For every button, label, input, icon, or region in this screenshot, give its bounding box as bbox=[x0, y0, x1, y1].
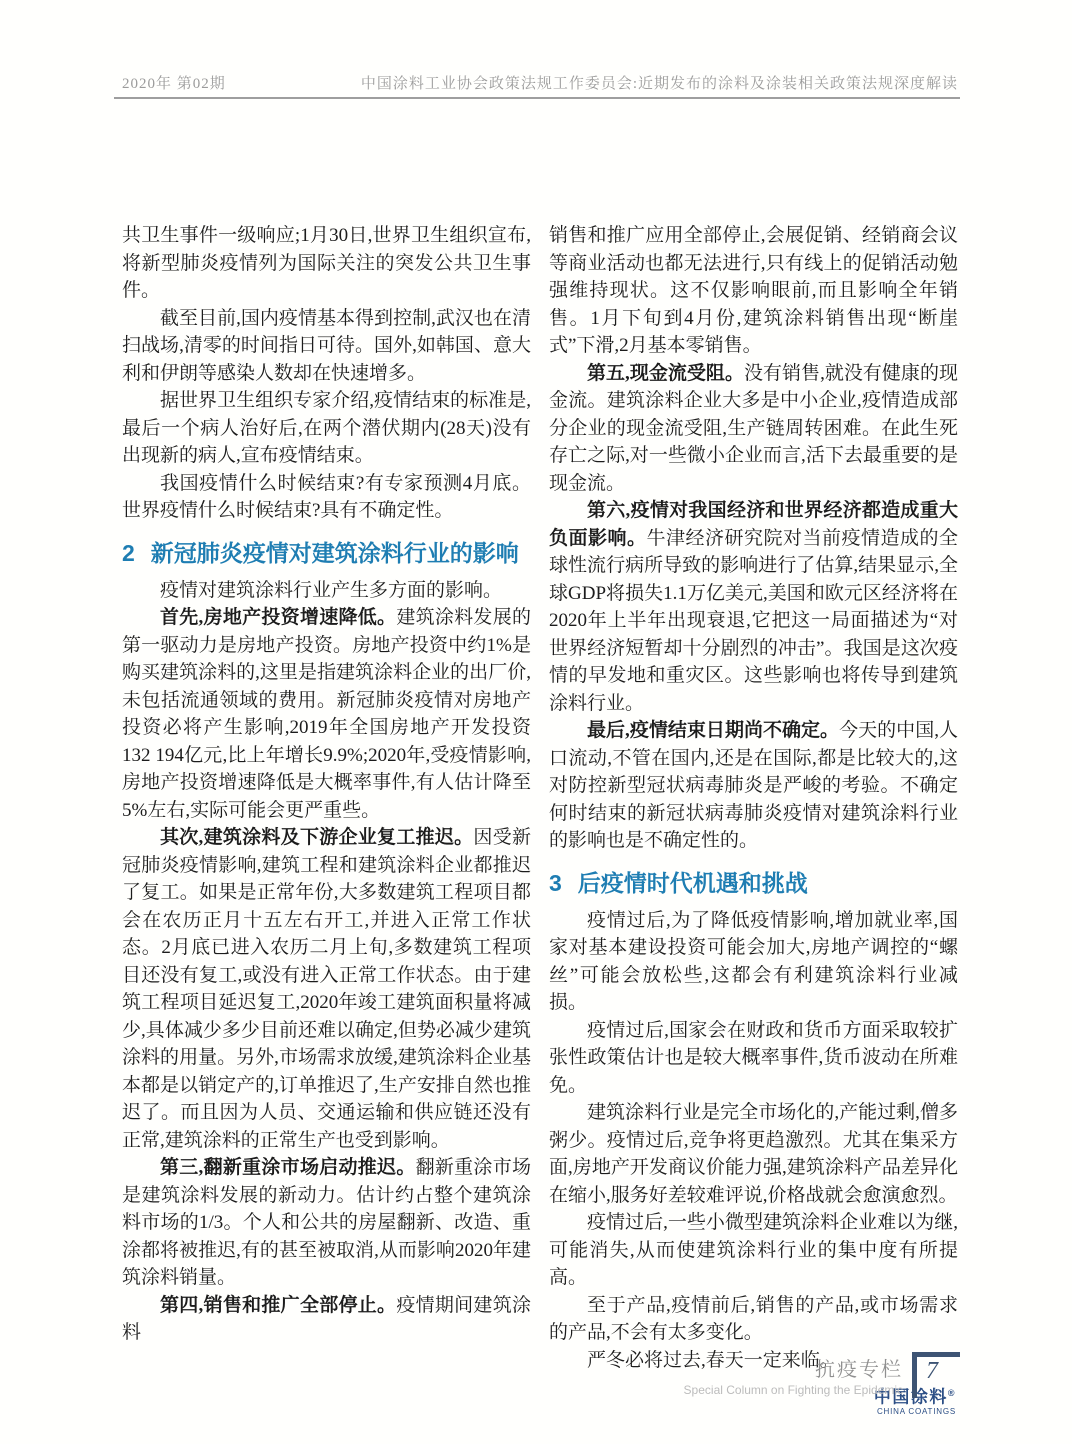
body-paragraph bbox=[122, 1292, 531, 1347]
paragraph-text: 建筑涂料行业是完全市场化的,产能过剩,僧多粥少。疫情过后,竞争将更趋激烈。尤其在集采方面,房地产开发商议价能力强,建筑涂料产品差异化在缩小,服务好差较难评说,价格战就会愈演愈烈。 bbox=[549, 1102, 958, 1206]
body-paragraph bbox=[549, 360, 958, 498]
column-title-en: Special Column on Fighting the Epidemic bbox=[683, 1383, 903, 1397]
paragraph-text: 我国疫情什么时候结束?有专家预测4月底。世界疫情什么时候结束?具有不确定性。 bbox=[122, 472, 531, 521]
column-titles bbox=[684, 1352, 903, 1398]
right-column bbox=[549, 222, 958, 1417]
issue-label: 2020年 第02期 bbox=[122, 76, 226, 92]
paragraph-lead: 其次,建筑涂料及下游企业复工推迟。 bbox=[160, 827, 474, 848]
body-paragraph bbox=[549, 1209, 958, 1292]
section-heading-3 bbox=[549, 868, 958, 898]
section-number: 3 bbox=[549, 869, 562, 896]
paragraph-text: 共卫生事件一级响应;1月30日,世界卫生组织宣布,将新型肺炎疫情列为国际关注的突发公共卫生事件。 bbox=[122, 225, 531, 301]
paragraph-text: 疫情过后,国家会在财政和货币方面采取较扩张性政策估计也是较大概率事件,货币波动在所难免。 bbox=[549, 1019, 958, 1096]
paragraph-lead: 第四,销售和推广全部停止。 bbox=[160, 1294, 397, 1316]
body-columns bbox=[122, 222, 958, 1417]
paragraph-text: 疫情对建筑涂料行业产生多方面的影响。 bbox=[160, 579, 503, 601]
paragraph-text: 截至目前,国内疫情基本得到控制,武汉也在清扫战场,清零的时间指日可待。国外,如韩国、意大利和伊朗等感染人数却在快速增多。 bbox=[122, 307, 531, 384]
paragraph-text: 建筑涂料发展的第一驱动力是房地产投资。房地产投资中约1%是购买建筑涂料的,这里是指建筑涂料企业的出厂价,未包括流通领域的费用。新冠肺炎疫情对房地产投资必将产生影响,2019年全国房地产开发投资132 194亿元,比上年增长9.9%;2020年,受疫情影响,房地产投资增速降低是大概率事件,有人估计降至5%左右,实际可能会更严重些。 bbox=[122, 607, 531, 821]
section-title: 后疫情时代机遇和挑战 bbox=[577, 869, 808, 896]
body-paragraph bbox=[549, 1292, 958, 1347]
paragraph-text: 牛津经济研究院对当前疫情造成的全球性流行病所导致的影响进行了估算,结果显示,全球GDP将损失1.1万亿美元,美国和欧元区经济将在2020年上半年出现衰退,它把这一局面描述为“对世界经济短暂却十分剧烈的冲击”。我国是这次疫情的早发地和重灾区。这些影响也将传导到建筑涂料行业。 bbox=[549, 527, 958, 714]
paragraph-text: 据世界卫生组织专家介绍,疫情结束的标准是,最后一个病人治好后,在两个潜伏期内(28天)没有出现新的病人,宣布疫情结束。 bbox=[122, 390, 531, 466]
page-header bbox=[122, 72, 958, 93]
body-paragraph bbox=[122, 305, 531, 388]
body-paragraph bbox=[549, 1099, 958, 1209]
paragraph-text: 疫情期间建筑涂料 bbox=[122, 1294, 531, 1343]
paragraph-text: 疫情过后,一些小微型建筑涂料企业难以为继,可能消失,从而使建筑涂料行业的集中度有所提高。 bbox=[549, 1212, 958, 1288]
section-heading-2 bbox=[122, 538, 531, 568]
left-column bbox=[122, 222, 531, 1417]
paragraph-text: 疫情过后,为了降低疫情影响,增加就业率,国家对基本建设投资可能会加大,房地产调控的“螺丝”可能会放松些,这都会有利建筑涂料行业减损。 bbox=[549, 909, 958, 1013]
page-number-box bbox=[912, 1352, 960, 1398]
body-paragraph bbox=[549, 222, 958, 360]
paragraph-lead: 最后,疫情结束日期尚不确定。 bbox=[587, 720, 840, 741]
body-paragraph bbox=[122, 824, 531, 1154]
paragraph-lead: 第五,现金流受阻。 bbox=[587, 362, 744, 384]
paragraph-lead: 第六,疫情对我国经济和世界经济都造成重大负面影响。 bbox=[549, 500, 958, 549]
column-title-cn: 抗疫专栏 bbox=[815, 1359, 903, 1381]
paragraph-text: 严冬必将过去,春天一定来临。 bbox=[587, 1349, 839, 1371]
page-number: 7 bbox=[926, 1358, 938, 1384]
running-title: 中国涂料工业协会政策法规工作委员会:近期发布的涂料及涂装相关政策法规深度解读 bbox=[360, 76, 958, 92]
page-footer bbox=[684, 1352, 960, 1398]
body-paragraph bbox=[549, 907, 958, 1017]
body-paragraph bbox=[122, 604, 531, 824]
header-divider bbox=[114, 97, 960, 99]
logo-subtitle: CHINA COATINGS bbox=[876, 1406, 956, 1416]
body-paragraph bbox=[122, 577, 531, 605]
paragraph-lead: 首先,房地产投资增速降低。 bbox=[160, 607, 397, 628]
body-paragraph bbox=[122, 1154, 531, 1292]
paragraph-text: 至于产品,疫情前后,销售的产品,或市场需求的产品,不会有太多变化。 bbox=[549, 1294, 958, 1343]
paragraph-text: 今天的中国,人口流动,不管在国内,还是在国际,都是比较大的,这对防控新型冠状病毒肺炎是严峻的考验。不确定何时结束的新冠状病毒肺炎疫情对建筑涂料行业的影响也是不确定性的。 bbox=[549, 720, 958, 851]
body-paragraph bbox=[549, 717, 958, 855]
body-paragraph bbox=[122, 222, 531, 305]
body-paragraph bbox=[122, 470, 531, 525]
registered-mark-icon: ® bbox=[947, 1388, 956, 1398]
section-number: 2 bbox=[122, 539, 135, 566]
body-paragraph bbox=[549, 497, 958, 717]
paragraph-lead: 第三,翻新重涂市场启动推迟。 bbox=[160, 1157, 416, 1178]
logo-name-text: 中国涂料 bbox=[873, 1387, 948, 1407]
body-paragraph bbox=[549, 1017, 958, 1100]
paragraph-text: 因受新冠肺炎疫情影响,建筑工程和建筑涂料企业都推迟了复工。如果是正常年份,大多数建筑工程项目都会在农历正月十五左右开工,并进入正常工作状态。2月底已进入农历二月上旬,多数建筑工程项目还没有复工,或没有进入正常工作状态。由于建筑工程项目延迟复工,2020年竣工建筑面积量将减少,具体减少多少目前还难以确定,但势必减少建筑涂料的用量。另外,市场需求放缓,建筑涂料企业基本都是以销定产的,订单推迟了,生产安排自然也推迟了。而且因为人员、交通运输和供应链还没有正常,建筑涂料的正常生产也受到影响。 bbox=[122, 827, 531, 1151]
paragraph-text: 翻新重涂市场是建筑涂料发展的新动力。估计约占整个建筑涂料市场的1/3。个人和公共的房屋翻新、改造、重涂都将被推迟,有的甚至被取消,从而影响2020年建筑涂料销量。 bbox=[122, 1157, 531, 1288]
paragraph-text: 销售和推广应用全部停止,会展促销、经销商会议等商业活动也都无法进行,只有线上的促销活动勉强维持现状。这不仅影响眼前,而且影响全年销售。1月下旬到4月份,建筑涂料销售出现“断崖式”下滑,2月基本零销售。 bbox=[549, 225, 958, 356]
body-paragraph bbox=[122, 387, 531, 470]
paragraph-text: 没有销售,就没有健康的现金流。建筑涂料企业大多是中小企业,疫情造成部分企业的现金流受阻,生产链周转困难。在此生死存亡之际,对一些微小企业而言,活下去最重要的是现金流。 bbox=[549, 362, 958, 494]
section-title: 新冠肺炎疫情对建筑涂料行业的影响 bbox=[150, 539, 519, 566]
